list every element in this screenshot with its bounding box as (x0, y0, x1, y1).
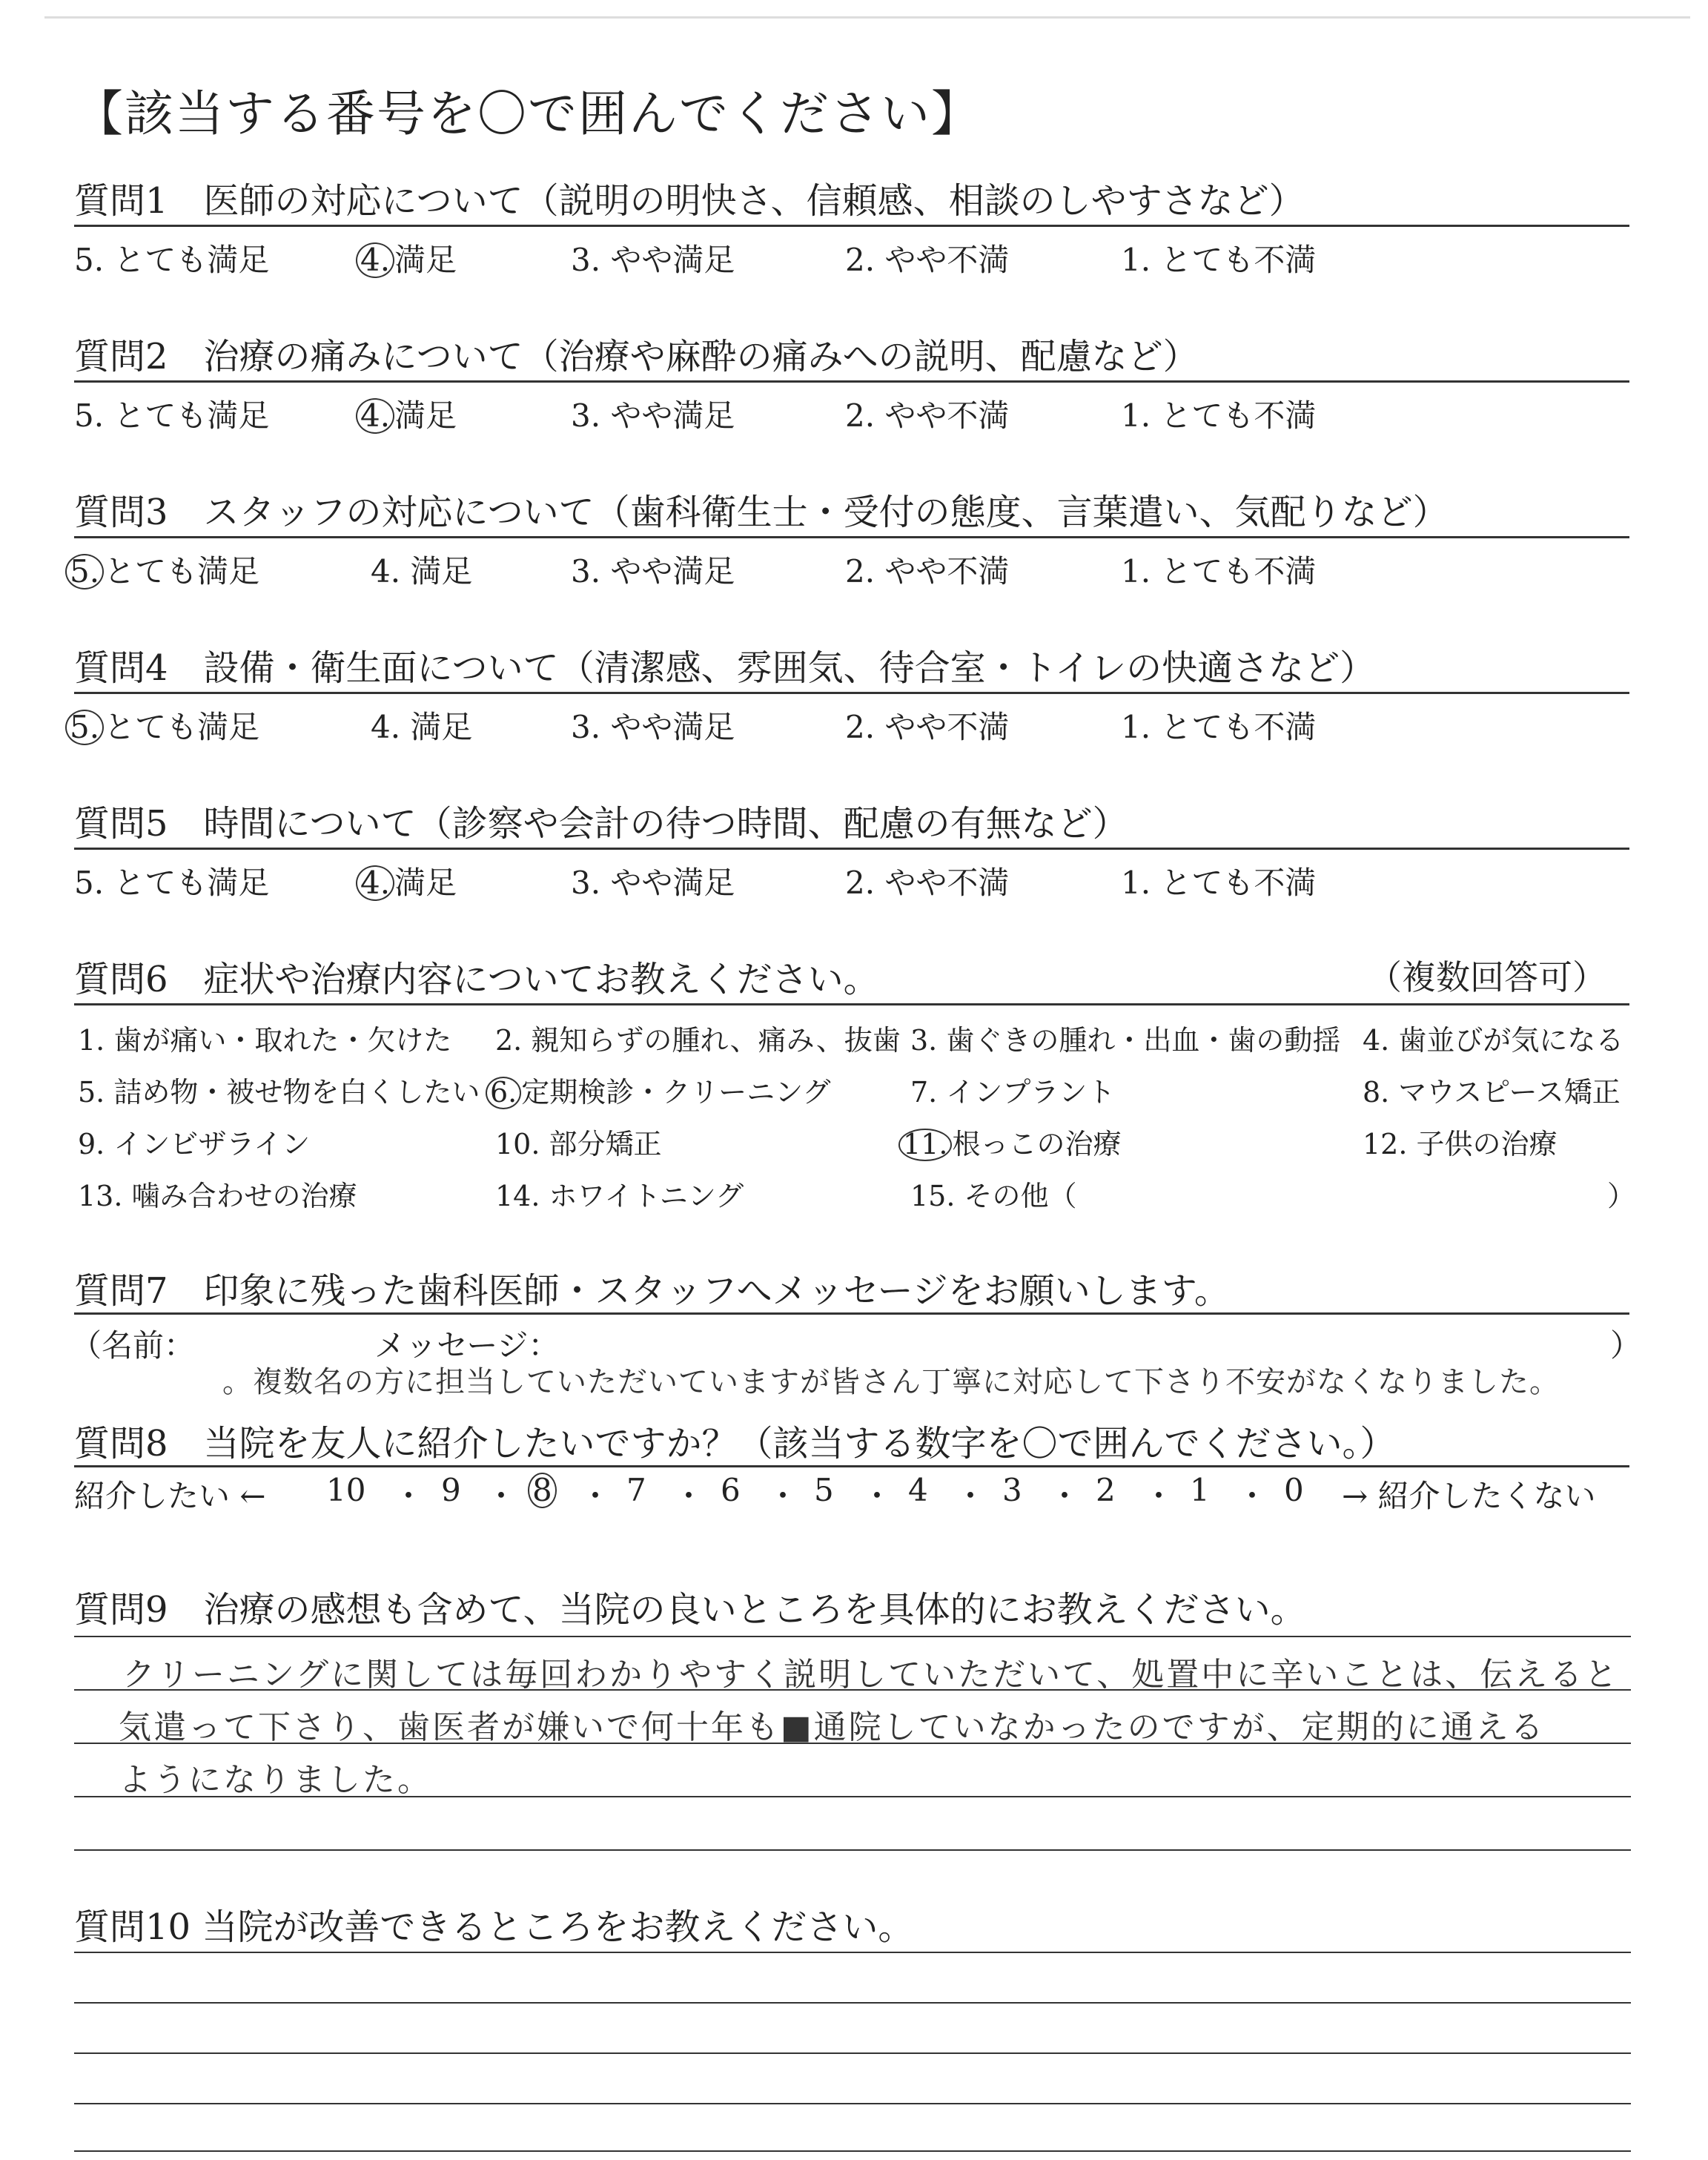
form-heading: 【該当する番号を〇で囲んでください】 (74, 85, 982, 142)
symptom-14[interactable]: 14. ホワイトニング (495, 1180, 744, 1212)
scale-dot: ・ (580, 1478, 612, 1514)
selected-circle: 11. (898, 1129, 952, 1161)
q1-rule (74, 225, 1629, 227)
q8-title: 質問8 当院を友人に紹介したいですか？（該当する数字を〇で囲んでください。） (74, 1423, 1396, 1464)
q1-option-2[interactable]: 2. やや不満 (845, 242, 1010, 278)
symptom-8[interactable]: 8. マウスピース矯正 (1363, 1076, 1621, 1109)
q3-option-4[interactable]: 4. 満足 (371, 553, 473, 589)
selected-circle: 5. (65, 710, 104, 745)
q8-scale-1[interactable]: 1 (1190, 1472, 1210, 1508)
scale-dot: ・ (767, 1478, 799, 1514)
symptom-15-close: ） (1607, 1180, 1636, 1212)
symptom-1[interactable]: 1. 歯が痛い・取れた・欠けた (78, 1024, 452, 1057)
q9-answer-line (74, 1636, 1631, 1637)
q9-title: 質問9 治療の感想も含めて、当院の良いところを具体的にお教えください。 (74, 1589, 1306, 1631)
q2-option-5[interactable]: 5. とても満足 (74, 397, 270, 434)
q5-option-3[interactable]: 3. やや満足 (571, 865, 735, 901)
q2-option-4-label: 満足 (394, 397, 457, 434)
scale-dot: ・ (393, 1478, 425, 1514)
scale-dot: ・ (1237, 1478, 1268, 1514)
symptom-11[interactable] (898, 1121, 1121, 1162)
q9-answer-line (74, 1689, 1631, 1691)
q3-option-1[interactable]: 1. とても不満 (1121, 553, 1317, 589)
q2-option-1[interactable]: 1. とても不満 (1121, 397, 1317, 434)
q3-title: 質問3 スタッフの対応について（歯科衛生士・受付の態度、言葉遣い、気配りなど） (74, 492, 1449, 533)
q9-handwritten-line-1: クリーニングに関しては毎回わかりやすく説明していただいて、処置中に辛いことは、伝えると (122, 1656, 1620, 1694)
q9-answer-line (74, 1849, 1631, 1851)
q4-option-3[interactable]: 3. やや満足 (571, 709, 735, 745)
q3-option-5-label: とても満足 (104, 553, 260, 589)
q5-option-1[interactable]: 1. とても不満 (1121, 865, 1317, 901)
symptom-10[interactable]: 10. 部分矯正 (495, 1128, 662, 1160)
q4-option-2[interactable]: 2. やや不満 (845, 709, 1010, 745)
q10-answer-line (74, 1952, 1631, 1953)
symptom-12[interactable]: 12. 子供の治療 (1363, 1128, 1558, 1160)
q3-option-5[interactable] (65, 547, 259, 592)
q2-rule (74, 380, 1629, 383)
symptom-15[interactable]: 15. その他（ (910, 1180, 1077, 1212)
q1-option-3[interactable]: 3. やや満足 (571, 242, 735, 278)
q9-answer-line (74, 1743, 1631, 1744)
q1-option-4[interactable] (356, 236, 457, 280)
q5-option-5[interactable]: 5. とても満足 (74, 865, 270, 901)
q7-title: 質問7 印象に残った歯科医師・スタッフへメッセージをお願いします。 (74, 1270, 1230, 1312)
q7-close-paren: ） (1610, 1327, 1642, 1364)
q4-option-4[interactable]: 4. 満足 (371, 709, 473, 745)
q6-note: （複数回答可） (1368, 957, 1606, 997)
q7-name-label: （名前： (70, 1327, 196, 1364)
q1-option-1[interactable]: 1. とても不満 (1121, 242, 1317, 278)
q7-handwritten-message: 。複数名の方に担当していただいていますが皆さん丁寧に対応して下さり不安がなくなりました。 (222, 1365, 1560, 1399)
selected-circle: 8 (528, 1473, 557, 1508)
q8-scale-2[interactable]: 2 (1096, 1472, 1116, 1508)
q8-rule (74, 1465, 1629, 1467)
q9-answer-line (74, 1796, 1631, 1797)
q1-title: 質問1 医師の対応について（説明の明快さ、信頼感、相談のしやすさなど） (74, 180, 1305, 222)
q2-option-4[interactable] (356, 392, 457, 436)
q4-option-5[interactable] (65, 703, 259, 747)
selected-circle: 4. (356, 242, 394, 278)
q8-left-label: 紹介したい ← (74, 1478, 266, 1514)
symptom-7[interactable]: 7. インプラント (910, 1076, 1116, 1109)
scale-dot: ・ (1143, 1478, 1175, 1514)
q8-scale-9[interactable]: 9 (441, 1472, 461, 1508)
q10-title: 質問10 当院が改善できるところをお教えください。 (74, 1906, 914, 1948)
q8-scale-10[interactable]: 10 (326, 1472, 366, 1508)
symptom-5[interactable]: 5. 詰め物・被せ物を白くしたい (78, 1076, 480, 1109)
scale-dot: ・ (1049, 1478, 1081, 1514)
selected-circle: 4. (356, 398, 394, 434)
q2-option-3[interactable]: 3. やや満足 (571, 397, 735, 434)
q5-title: 質問5 時間について（診察や会計の待つ時間、配慮の有無など） (74, 803, 1128, 845)
q7-rule (74, 1312, 1629, 1315)
scale-dot: ・ (955, 1478, 987, 1514)
q3-option-2[interactable]: 2. やや不満 (845, 553, 1010, 589)
q5-option-4[interactable] (356, 859, 457, 903)
symptom-4[interactable]: 4. 歯並びが気になる (1363, 1024, 1624, 1057)
q8-scale-4[interactable]: 4 (908, 1472, 928, 1508)
q4-option-5-label: とても満足 (104, 709, 260, 745)
q8-scale-8[interactable] (528, 1472, 557, 1508)
symptom-6-label: 定期検診・クリーニング (521, 1076, 831, 1109)
q2-option-2[interactable]: 2. やや不満 (845, 397, 1010, 434)
scale-dot: ・ (673, 1478, 705, 1514)
q5-option-2[interactable]: 2. やや不満 (845, 865, 1010, 901)
q10-answer-line (74, 2103, 1631, 2104)
q8-scale-5[interactable]: 5 (814, 1472, 834, 1508)
scale-dot: ・ (486, 1478, 517, 1514)
q10-answer-line (74, 2150, 1631, 2152)
q6-title: 質問6 症状や治療内容についてお教えください。 (74, 959, 879, 1000)
q3-rule (74, 536, 1629, 538)
q1-option-4-label: 満足 (394, 242, 457, 278)
q8-scale-3[interactable]: 3 (1002, 1472, 1022, 1508)
q10-answer-line (74, 2052, 1631, 2054)
q5-rule (74, 848, 1629, 850)
scale-dot: ・ (861, 1478, 893, 1514)
q9-handwritten-line-3: ようになりました。 (119, 1761, 432, 1799)
symptom-11-label: 根っこの治療 (952, 1128, 1122, 1160)
q1-option-5[interactable]: 5. とても満足 (74, 242, 270, 278)
q6-rule (74, 1003, 1629, 1005)
q4-option-1[interactable]: 1. とても不満 (1121, 709, 1317, 745)
q5-option-4-label: 満足 (394, 865, 457, 901)
q10-answer-line (74, 2002, 1631, 2004)
symptom-13[interactable]: 13. 噛み合わせの治療 (78, 1180, 357, 1212)
q4-rule (74, 692, 1629, 694)
q3-option-3[interactable]: 3. やや満足 (571, 553, 735, 589)
top-edge-line (44, 16, 1690, 19)
q9-handwritten-line-2: 気遣って下さり、歯医者が嫌いで何十年も■通院していなかったのですが、定期的に通える (119, 1708, 1546, 1746)
symptom-2[interactable]: 2. 親知らずの腫れ、痛み、抜歯 (495, 1024, 901, 1057)
selected-circle: 6. (486, 1077, 521, 1109)
selected-circle: 4. (356, 865, 394, 901)
q4-title: 質問4 設備・衛生面について（清潔感、雰囲気、待合室・トイレの快適さなど） (74, 647, 1376, 689)
q7-message-label: メッセージ： (374, 1327, 560, 1364)
selected-circle: 5. (65, 554, 104, 589)
symptom-9[interactable]: 9. インビザライン (78, 1128, 311, 1160)
q8-scale-7[interactable]: 7 (626, 1472, 646, 1508)
q8-scale-6[interactable]: 6 (721, 1472, 741, 1508)
q8-scale-0[interactable]: 0 (1284, 1472, 1304, 1508)
symptom-6[interactable] (486, 1069, 831, 1110)
q8-right-label: → 紹介したくない (1342, 1478, 1596, 1514)
q2-title: 質問2 治療の痛みについて（治療や麻酔の痛みへの説明、配慮など） (74, 336, 1199, 377)
symptom-3[interactable]: 3. 歯ぐきの腫れ・出血・歯の動揺 (910, 1024, 1341, 1057)
